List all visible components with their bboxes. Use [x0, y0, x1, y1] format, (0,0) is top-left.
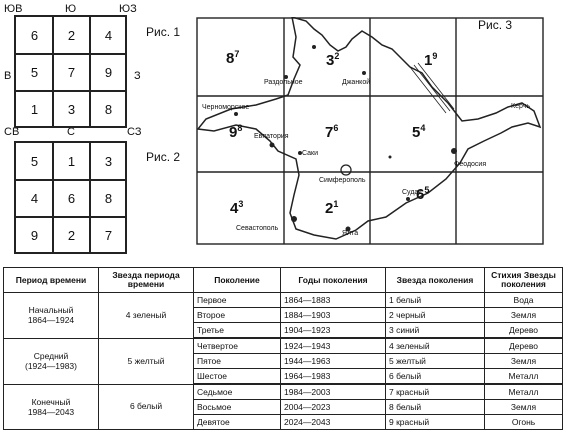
period-star-cell: 6 белый — [99, 384, 194, 430]
dir-southeast-label: ЮВ — [4, 3, 23, 15]
fig2-cell: 3 — [104, 154, 113, 169]
gen-star-cell: 7 красный — [386, 384, 485, 400]
city-label: Судак — [402, 189, 422, 196]
period-star-cell: 5 желтый — [99, 338, 194, 384]
city-label: Джанкой — [342, 79, 371, 86]
fig1-grid — [14, 15, 127, 128]
city-label: Евпатория — [254, 133, 289, 140]
fig2-caption: Рис. 2 — [146, 150, 181, 164]
generation-cell: Второе — [194, 308, 281, 323]
dir-northwest-label: СЗ — [127, 126, 142, 138]
years-cell: 1864—1883 — [281, 293, 386, 308]
element-cell: Дерево — [485, 323, 563, 339]
dir-west-label: З — [134, 70, 141, 82]
fig2-cell: 4 — [30, 191, 39, 206]
years-cell: 1924—1943 — [281, 338, 386, 354]
gen-star-cell: 2 черный — [386, 308, 485, 323]
generation-cell: Первое — [194, 293, 281, 308]
fig1-cell: 8 — [104, 102, 113, 117]
city-label: Севастополь — [236, 225, 279, 232]
col-header: Звезда периода времени — [99, 268, 194, 293]
fig2-cell: 2 — [67, 228, 76, 243]
element-cell: Дерево — [485, 338, 563, 354]
generation-cell: Третье — [194, 323, 281, 339]
period-cell: Средний (1924—1983) — [4, 338, 99, 384]
gen-star-cell: 3 синий — [386, 323, 485, 339]
table-row — [4, 293, 563, 308]
period-cell: Конечный 1984—2043 — [4, 384, 99, 430]
map-number: $3^2$ — [326, 51, 340, 69]
fig1-cell: 9 — [104, 65, 113, 80]
dir-east-label: В — [4, 70, 12, 82]
dir-northeast-label: СВ — [4, 126, 20, 138]
fig2-cell: 6 — [67, 191, 76, 206]
crimea-map — [196, 17, 544, 245]
generation-cell: Пятое — [194, 354, 281, 369]
element-cell: Металл — [485, 369, 563, 385]
table-row — [4, 384, 563, 400]
generation-cell: Четвертое — [194, 338, 281, 354]
map-number: $9^8$ — [229, 123, 243, 141]
years-cell: 1904—1923 — [281, 323, 386, 339]
years-cell: 2004—2023 — [281, 400, 386, 415]
city-label: Черноморское — [202, 104, 250, 111]
element-cell: Земля — [485, 400, 563, 415]
fig2-cell: 8 — [104, 191, 113, 206]
generation-cell: Седьмое — [194, 384, 281, 400]
col-header: Звезда поколения — [386, 268, 485, 293]
city-label: Раздольное — [264, 79, 303, 86]
gen-star-cell: 6 белый — [386, 369, 485, 385]
years-cell: 1984—2003 — [281, 384, 386, 400]
dir-southwest-label: ЮЗ — [119, 3, 137, 15]
generation-cell: Восьмое — [194, 400, 281, 415]
map-number: $6^5$ — [416, 185, 430, 203]
gen-star-cell: 9 красный — [386, 415, 485, 430]
generation-cell: Девятое — [194, 415, 281, 430]
element-cell: Огонь — [485, 415, 563, 430]
map-number: $8^7$ — [226, 49, 240, 67]
fig1-cell: 3 — [67, 102, 76, 117]
years-cell: 1944—1963 — [281, 354, 386, 369]
map-number: $4^3$ — [230, 199, 244, 217]
years-cell: 1964—1983 — [281, 369, 386, 385]
gen-star-cell: 4 зеленый — [386, 338, 485, 354]
fig3-caption: Рис. 3 — [478, 18, 513, 32]
gen-star-cell: 1 белый — [386, 293, 485, 308]
col-header: Годы поколения — [281, 268, 386, 293]
table-row — [4, 338, 563, 354]
fig1-cell: 6 — [30, 28, 39, 43]
fig2-cell: 5 — [30, 154, 39, 169]
city-label: Ялта — [342, 230, 359, 237]
years-cell: 1884—1903 — [281, 308, 386, 323]
gen-star-cell: 8 белый — [386, 400, 485, 415]
element-cell: Земля — [485, 354, 563, 369]
map-number: $1^9$ — [424, 51, 438, 69]
fig1-cell: 1 — [30, 102, 39, 117]
city-label: Саки — [302, 150, 318, 157]
dir-south-label: Ю — [65, 3, 77, 15]
city-label: Керчь — [511, 103, 531, 110]
map-number: $2^1$ — [325, 199, 339, 217]
years-cell: 2024—2043 — [281, 415, 386, 430]
map-number: $7^6$ — [325, 123, 339, 141]
fig2-grid — [14, 141, 127, 254]
generation-cell: Шестое — [194, 369, 281, 385]
fig2-cell: 9 — [30, 228, 39, 243]
element-cell: Вода — [485, 293, 563, 308]
element-cell: Металл — [485, 384, 563, 400]
crimea-map-drawing — [196, 17, 544, 245]
gen-star-cell: 5 желтый — [386, 354, 485, 369]
generations-table — [3, 267, 563, 430]
fig1-cell: 4 — [104, 28, 113, 43]
period-star-cell: 4 зеленый — [99, 293, 194, 339]
element-cell: Земля — [485, 308, 563, 323]
col-header: Стихия Звезды поколения — [485, 268, 563, 293]
dir-north-label: С — [67, 126, 75, 138]
col-header: Период времени — [4, 268, 99, 293]
period-cell: Начальный 1864—1924 — [4, 293, 99, 339]
col-header: Поколение — [194, 268, 281, 293]
map-number: $5^4$ — [412, 123, 426, 141]
fig1-caption: Рис. 1 — [146, 25, 181, 39]
city-label: Симферополь — [319, 177, 366, 184]
fig2-cell: 7 — [104, 228, 113, 243]
fig1-cell: 2 — [67, 28, 76, 43]
city-label: Феодосия — [454, 161, 487, 168]
fig2-cell: 1 — [67, 154, 76, 169]
fig1-cell: 5 — [30, 65, 39, 80]
table-header-row — [4, 268, 563, 293]
fig1-cell: 7 — [67, 65, 76, 80]
